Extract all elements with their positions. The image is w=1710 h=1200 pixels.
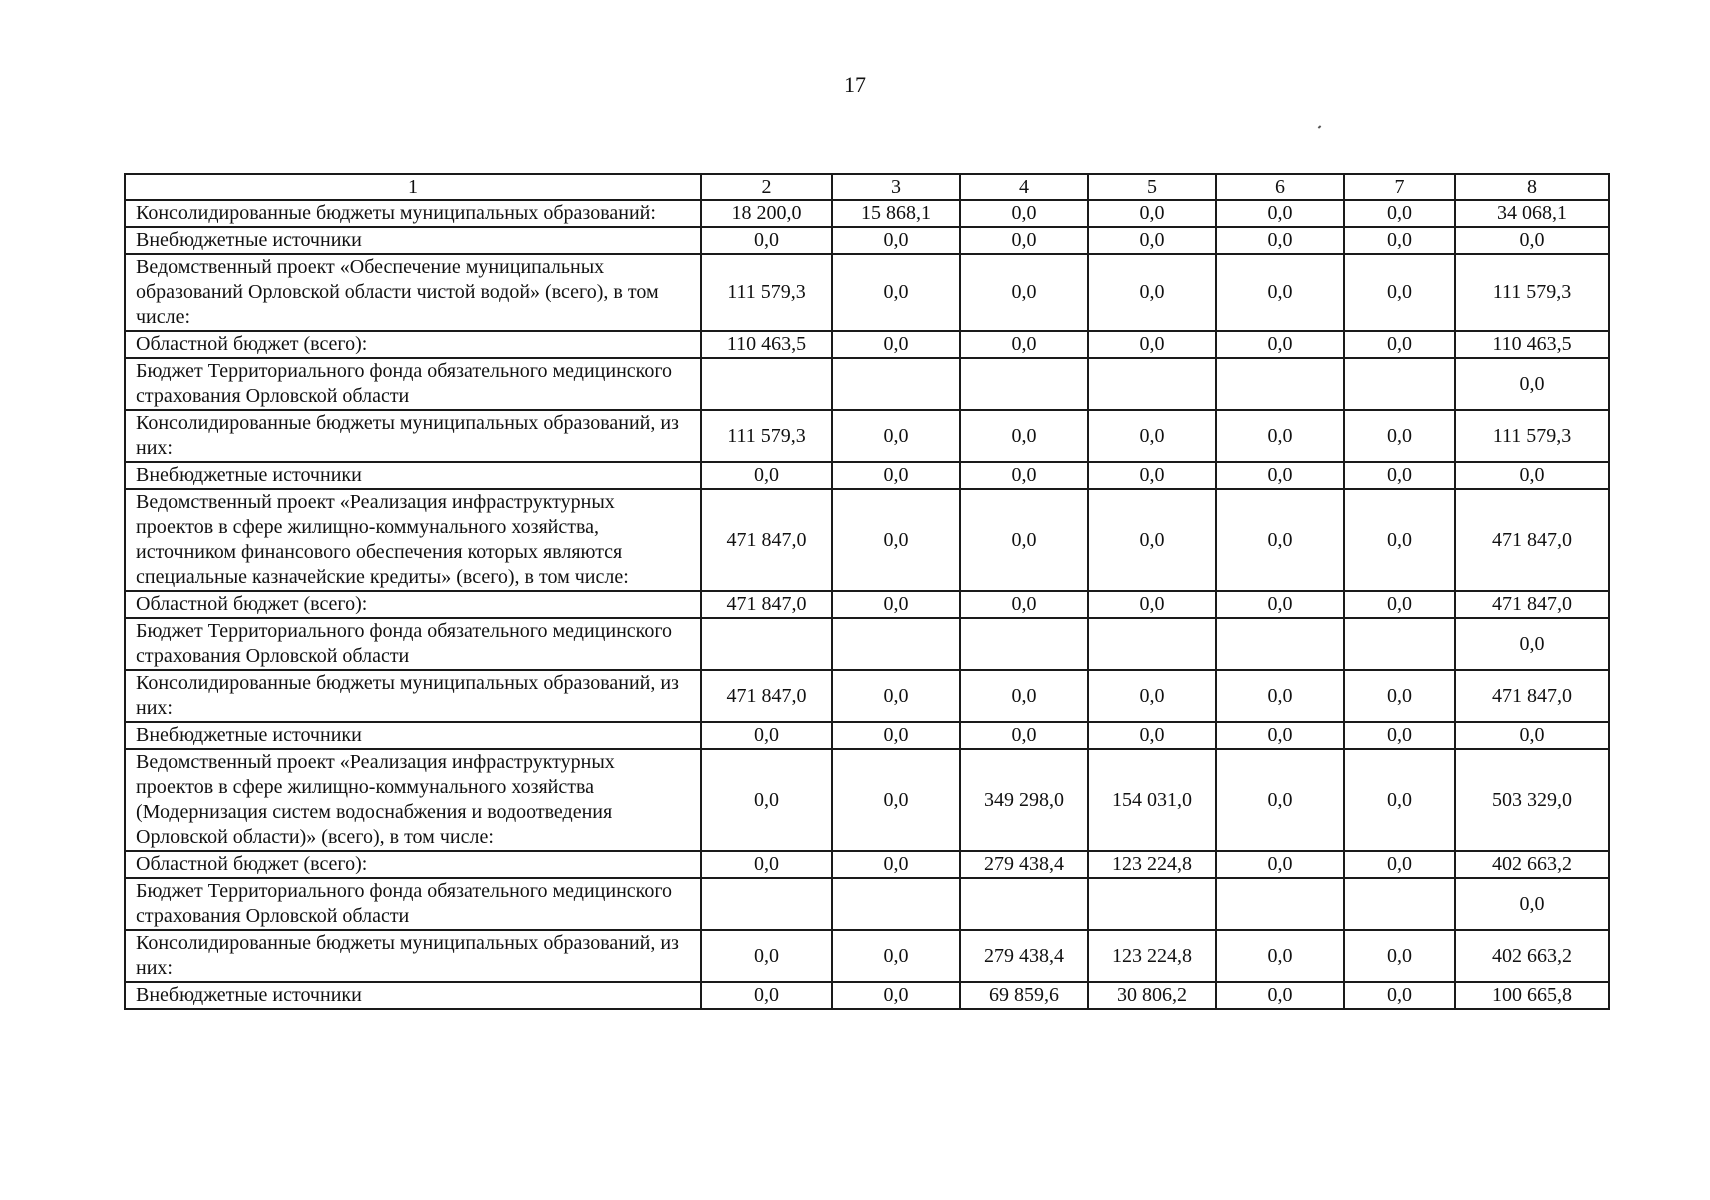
value-cell: 0,0: [832, 462, 960, 489]
table-row: [125, 930, 1609, 982]
value-cell: 471 847,0: [1455, 591, 1609, 618]
value-cell: 15 868,1: [832, 200, 960, 227]
value-cell: 402 663,2: [1455, 930, 1609, 982]
value-cell: [960, 358, 1088, 410]
value-cell: 0,0: [832, 930, 960, 982]
row-label: Внебюджетные источники: [125, 982, 701, 1009]
value-cell: 0,0: [1344, 489, 1455, 591]
table-header-row: [125, 174, 1609, 200]
value-cell: [1216, 878, 1344, 930]
row-label: Внебюджетные источники: [125, 462, 701, 489]
value-cell: [960, 878, 1088, 930]
table-row: [125, 618, 1609, 670]
value-cell: 111 579,3: [701, 254, 832, 331]
value-cell: [832, 618, 960, 670]
value-cell: 0,0: [960, 410, 1088, 462]
value-cell: 471 847,0: [1455, 489, 1609, 591]
value-cell: [1088, 878, 1216, 930]
value-cell: 0,0: [832, 670, 960, 722]
value-cell: 0,0: [1216, 227, 1344, 254]
value-cell: 0,0: [832, 722, 960, 749]
value-cell: 0,0: [1455, 878, 1609, 930]
row-label: Ведомственный проект «Реализация инфраструктурных проектов в сфере жилищно-коммунального хозяйства, источником финансового обеспечения которых являются специальные казначейские кредиты» (всего), в том числе:: [125, 489, 701, 591]
budget-table: [124, 173, 1610, 1010]
value-cell: 0,0: [1216, 851, 1344, 878]
value-cell: 0,0: [1216, 254, 1344, 331]
value-cell: 0,0: [701, 227, 832, 254]
value-cell: 0,0: [1216, 489, 1344, 591]
value-cell: 279 438,4: [960, 851, 1088, 878]
table-row: [125, 410, 1609, 462]
value-cell: 0,0: [1344, 410, 1455, 462]
value-cell: 30 806,2: [1088, 982, 1216, 1009]
value-cell: 69 859,6: [960, 982, 1088, 1009]
value-cell: 111 579,3: [701, 410, 832, 462]
value-cell: 0,0: [1344, 930, 1455, 982]
value-cell: 0,0: [1455, 227, 1609, 254]
value-cell: 402 663,2: [1455, 851, 1609, 878]
value-cell: 123 224,8: [1088, 930, 1216, 982]
value-cell: 0,0: [1344, 851, 1455, 878]
value-cell: 0,0: [832, 982, 960, 1009]
row-label: Ведомственный проект «Обеспечение муниципальных образований Орловской области чистой водой» (всего), в том числе:: [125, 254, 701, 331]
row-label: Ведомственный проект «Реализация инфраструктурных проектов в сфере жилищно-коммунального хозяйства (Модернизация систем водоснабжения и водоотведения Орловской области)» (всего), в том числе:: [125, 749, 701, 851]
value-cell: 110 463,5: [701, 331, 832, 358]
value-cell: [1216, 358, 1344, 410]
column-number: 5: [1088, 174, 1216, 200]
value-cell: 0,0: [701, 982, 832, 1009]
value-cell: 0,0: [1344, 982, 1455, 1009]
value-cell: 111 579,3: [1455, 254, 1609, 331]
value-cell: 0,0: [960, 462, 1088, 489]
value-cell: 0,0: [701, 749, 832, 851]
value-cell: 0,0: [1344, 331, 1455, 358]
table-row: [125, 331, 1609, 358]
value-cell: 471 847,0: [701, 670, 832, 722]
value-cell: 0,0: [1344, 591, 1455, 618]
value-cell: 0,0: [1455, 618, 1609, 670]
scan-speck: [1318, 125, 1322, 128]
value-cell: 0,0: [1344, 749, 1455, 851]
value-cell: 0,0: [1088, 722, 1216, 749]
value-cell: 0,0: [832, 489, 960, 591]
row-label: Внебюджетные источники: [125, 722, 701, 749]
value-cell: [1216, 618, 1344, 670]
table-row: [125, 851, 1609, 878]
value-cell: 0,0: [1344, 722, 1455, 749]
column-number: 7: [1344, 174, 1455, 200]
value-cell: [1088, 618, 1216, 670]
value-cell: 0,0: [832, 227, 960, 254]
column-number: 4: [960, 174, 1088, 200]
table-row: [125, 227, 1609, 254]
value-cell: 123 224,8: [1088, 851, 1216, 878]
table-row: [125, 591, 1609, 618]
value-cell: [1088, 358, 1216, 410]
table-row: [125, 462, 1609, 489]
value-cell: 0,0: [1455, 462, 1609, 489]
value-cell: [1344, 878, 1455, 930]
value-cell: 0,0: [1088, 670, 1216, 722]
value-cell: 0,0: [1088, 331, 1216, 358]
value-cell: 0,0: [1088, 489, 1216, 591]
value-cell: 0,0: [1344, 227, 1455, 254]
value-cell: 0,0: [1216, 982, 1344, 1009]
value-cell: 0,0: [1088, 200, 1216, 227]
value-cell: 0,0: [832, 331, 960, 358]
value-cell: 349 298,0: [960, 749, 1088, 851]
table-row: [125, 982, 1609, 1009]
value-cell: 0,0: [960, 200, 1088, 227]
column-number: 6: [1216, 174, 1344, 200]
page-number: 17: [844, 72, 866, 97]
value-cell: 0,0: [1455, 358, 1609, 410]
column-number: 3: [832, 174, 960, 200]
column-number: 8: [1455, 174, 1609, 200]
row-label: Консолидированные бюджеты муниципальных образований, из них:: [125, 410, 701, 462]
value-cell: 0,0: [832, 254, 960, 331]
value-cell: 0,0: [701, 722, 832, 749]
value-cell: 0,0: [1216, 591, 1344, 618]
value-cell: [960, 618, 1088, 670]
value-cell: 0,0: [1088, 591, 1216, 618]
value-cell: 0,0: [1216, 410, 1344, 462]
column-number: 2: [701, 174, 832, 200]
table-row: [125, 749, 1609, 851]
value-cell: 0,0: [1216, 200, 1344, 227]
value-cell: 0,0: [1344, 200, 1455, 227]
table-body: [125, 174, 1609, 1009]
value-cell: [701, 878, 832, 930]
row-label: Областной бюджет (всего):: [125, 851, 701, 878]
value-cell: 0,0: [1344, 462, 1455, 489]
value-cell: [1344, 618, 1455, 670]
value-cell: 0,0: [1088, 410, 1216, 462]
value-cell: 0,0: [701, 462, 832, 489]
table-row: [125, 489, 1609, 591]
value-cell: 0,0: [1088, 227, 1216, 254]
row-label: Областной бюджет (всего):: [125, 331, 701, 358]
value-cell: 0,0: [701, 930, 832, 982]
value-cell: [832, 878, 960, 930]
value-cell: 503 329,0: [1455, 749, 1609, 851]
value-cell: 0,0: [960, 254, 1088, 331]
row-label: Консолидированные бюджеты муниципальных образований, из них:: [125, 670, 701, 722]
value-cell: 0,0: [1216, 462, 1344, 489]
row-label: Внебюджетные источники: [125, 227, 701, 254]
value-cell: 0,0: [1344, 254, 1455, 331]
value-cell: [832, 358, 960, 410]
value-cell: 110 463,5: [1455, 331, 1609, 358]
value-cell: 0,0: [832, 749, 960, 851]
value-cell: 34 068,1: [1455, 200, 1609, 227]
value-cell: 0,0: [1216, 670, 1344, 722]
row-label: Областной бюджет (всего):: [125, 591, 701, 618]
value-cell: 0,0: [832, 591, 960, 618]
value-cell: 18 200,0: [701, 200, 832, 227]
value-cell: 471 847,0: [701, 591, 832, 618]
table-row: [125, 878, 1609, 930]
row-label: Консолидированные бюджеты муниципальных образований:: [125, 200, 701, 227]
value-cell: 0,0: [1216, 331, 1344, 358]
value-cell: 471 847,0: [1455, 670, 1609, 722]
table-row: [125, 200, 1609, 227]
value-cell: 0,0: [1216, 722, 1344, 749]
row-label: Бюджет Территориального фонда обязательного медицинского страхования Орловской области: [125, 358, 701, 410]
value-cell: 279 438,4: [960, 930, 1088, 982]
value-cell: 0,0: [701, 851, 832, 878]
value-cell: 0,0: [1455, 722, 1609, 749]
value-cell: [701, 358, 832, 410]
value-cell: 0,0: [832, 410, 960, 462]
value-cell: 0,0: [1088, 254, 1216, 331]
value-cell: [701, 618, 832, 670]
value-cell: 0,0: [960, 489, 1088, 591]
value-cell: 0,0: [960, 591, 1088, 618]
table-row: [125, 722, 1609, 749]
value-cell: 0,0: [1216, 930, 1344, 982]
value-cell: 154 031,0: [1088, 749, 1216, 851]
value-cell: 0,0: [960, 722, 1088, 749]
value-cell: 0,0: [960, 331, 1088, 358]
value-cell: 0,0: [1088, 462, 1216, 489]
row-label: Консолидированные бюджеты муниципальных образований, из них:: [125, 930, 701, 982]
value-cell: 100 665,8: [1455, 982, 1609, 1009]
row-label: Бюджет Территориального фонда обязательного медицинского страхования Орловской области: [125, 618, 701, 670]
row-label: Бюджет Территориального фонда обязательного медицинского страхования Орловской области: [125, 878, 701, 930]
value-cell: 0,0: [832, 851, 960, 878]
value-cell: 111 579,3: [1455, 410, 1609, 462]
value-cell: 471 847,0: [701, 489, 832, 591]
table-row: [125, 254, 1609, 331]
table-row: [125, 670, 1609, 722]
value-cell: [1344, 358, 1455, 410]
value-cell: 0,0: [1216, 749, 1344, 851]
value-cell: 0,0: [1344, 670, 1455, 722]
value-cell: 0,0: [960, 227, 1088, 254]
value-cell: 0,0: [960, 670, 1088, 722]
table-row: [125, 358, 1609, 410]
column-number: 1: [125, 174, 701, 200]
